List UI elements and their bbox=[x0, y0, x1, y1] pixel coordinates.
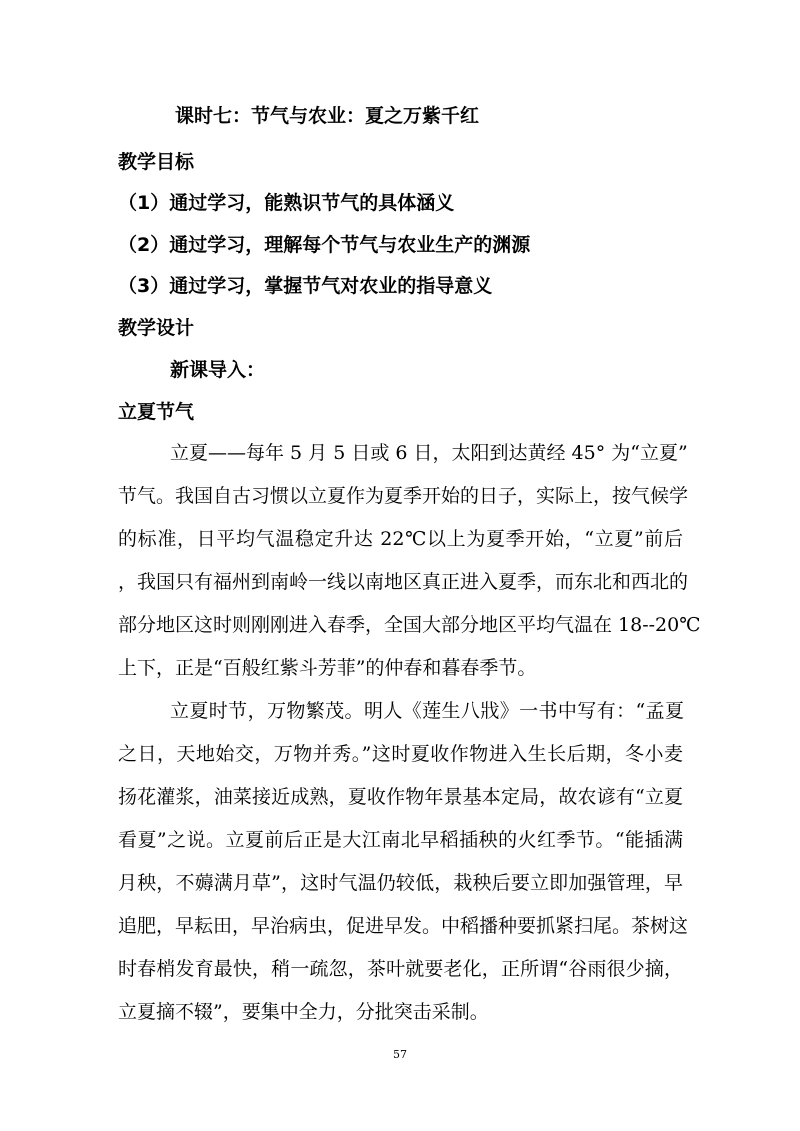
paragraph-line: 立夏——每年 5 月 5 日或 6 日，太阳到达黄经 45° 为“立夏” bbox=[170, 442, 688, 464]
paragraph-line: 节气。我国自古习惯以立夏作为夏季开始的日子，实际上，按气候学 bbox=[118, 485, 689, 507]
objective-item: （1）通过学习，能熟识节气的具体涵义 bbox=[118, 192, 455, 214]
paragraph-line: 之日，天地始交，万物并秀。”这时夏收作物进入生长后期，冬小麦 bbox=[118, 743, 683, 765]
section-heading: 立夏节气 bbox=[118, 401, 195, 423]
paragraph-line: ，我国只有福州到南岭一线以南地区真正进入夏季，而东北和西北的 bbox=[118, 571, 689, 593]
page-number: 57 bbox=[393, 1048, 407, 1061]
paragraph-line: 立夏时节，万物繁茂。明人《莲生八戕》一书中写有：“孟夏 bbox=[170, 700, 684, 722]
objective-item: （3）通过学习，掌握节气对农业的指导意义 bbox=[118, 275, 493, 297]
paragraph-line: 扬花灌浆，油菜接近成熟，夏收作物年景基本定局，故农谚有“立夏 bbox=[118, 786, 683, 808]
paragraph-line: 时春梢发育最快，稍一疏忽，茶叶就要老化，正所谓“谷雨很少摘， bbox=[118, 958, 683, 980]
paragraph-line: 上下，正是“百般红紫斗芳菲”的仲春和暮春季节。 bbox=[118, 657, 537, 679]
paragraph-line: 的标准，日平均气温稳定升达 22℃以上为夏季开始，“立夏”前后 bbox=[118, 528, 683, 550]
paragraph-line: 追肥，早耘田，早治病虫，促进早发。中稻播种要抓紧扫尾。茶树这 bbox=[118, 915, 689, 937]
paragraph-line: 看夏”之说。立夏前后正是大江南北早稻插秧的火红季节。“能插满 bbox=[118, 829, 683, 851]
objectives-heading: 教学目标 bbox=[118, 151, 195, 173]
paragraph-line: 立夏摘不辍”，要集中全力，分批突击采制。 bbox=[118, 1001, 489, 1023]
design-heading: 教学设计 bbox=[118, 317, 195, 339]
intro-heading: 新课导入： bbox=[170, 359, 266, 381]
objective-item: （2）通过学习，理解每个节气与农业生产的渊源 bbox=[118, 234, 531, 256]
page-title: 课时七：节气与农业：夏之万紫千红 bbox=[175, 105, 480, 127]
paragraph-line: 月秧，不薅满月草”，这时气温仍较低，栽秧后要立即加强管理，早 bbox=[118, 872, 683, 894]
paragraph-line: 部分地区这时则刚刚进入春季，全国大部分地区平均气温在 18--20℃ bbox=[118, 614, 701, 636]
